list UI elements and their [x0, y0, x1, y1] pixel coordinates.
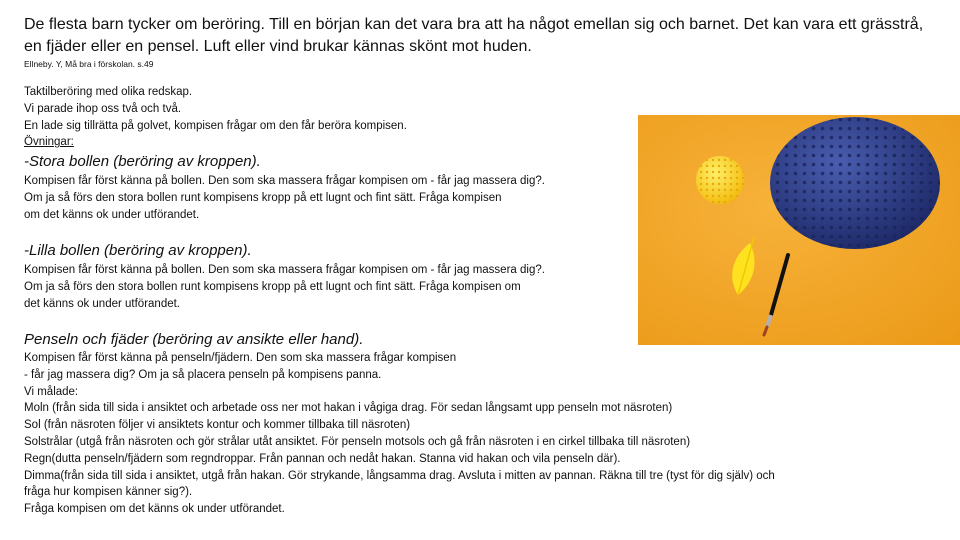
brush-line: Regn(dutta penseln/fjädern som regndroppar. Från pannan och nedåt hakan. Stanna vid hakan och vila penseln där). — [24, 452, 621, 465]
brush-line: fråga hur kompisen känner sig?). — [24, 486, 193, 499]
big-ball-line: Kompisen får först känna på bollen. Den som ska massera frågar kompisen om - får jag massera dig?. — [24, 175, 545, 187]
tactile-line: Vi parade ihop oss två och två. — [24, 102, 182, 115]
tactile-line: Taktilberöring med olika redskap. — [24, 86, 193, 98]
brush-line: Fråga kompisen om det känns ok under utförandet. — [24, 503, 285, 516]
brush-heading: Penseln och fjäder (beröring av ansikte eller hand). — [24, 331, 364, 348]
brush-line: Solstrålar (utgå från näsroten och gör strålar utåt ansiktet. För penseln motsols och gå från näsroten i en cirkel tillbaka till näsroten) — [24, 435, 691, 448]
small-ball-line: det känns ok under utförandet. — [24, 297, 180, 310]
brush-line: Kompisen får först känna på penseln/fjädern. Den som ska massera frågar kompisen — [24, 352, 457, 364]
big-ball-line: Om ja så förs den stora bollen runt kompisens kropp på ett lugnt och fint sätt. Fråga kompisen — [24, 191, 502, 204]
big-ball-text — [24, 173, 624, 223]
small-ball-heading: -Lilla bollen (beröring av kroppen). — [24, 242, 252, 259]
brush-line: Moln (från sida till sida i ansiktet och arbetade oss ner mot hakan i vågiga drag. För sedan långsamt upp penseln mot näsroten) — [24, 402, 673, 415]
intro-paragraph: De flesta barn tycker om beröring. Till en början kan det vara bra att ha något emellan sig och barnet. Det kan vara ett grässtrå, en fjäder eller en pensel. Luft eller vind brukar kännas skönt mot huden. — [24, 16, 924, 55]
big-ball-line: om det känns ok under utförandet. — [24, 208, 200, 221]
brush-text — [24, 350, 904, 518]
small-ball-text — [24, 262, 624, 312]
tactile-section — [24, 84, 624, 151]
massage-tools-photo — [638, 115, 960, 345]
citation: Ellneby. Y, Må bra i förskolan. s.49 — [24, 59, 154, 69]
brush-line: Vi målade: — [24, 385, 79, 398]
brush-line: Sol (från näsroten följer vi ansiktets kontur och kommer tillbaka till näsroten) — [24, 419, 411, 432]
small-ball-image — [696, 156, 744, 204]
brush-line: Dimma(från sida till sida i ansiktet, utgå från hakan. Gör strykande, långsamma drag. Avsluta i mitten av pannan. Räkna till tre (tyst för dig själv) och — [24, 469, 775, 482]
small-ball-line: Om ja så förs den stora bollen runt kompisens kropp på ett lugnt och fint sätt. Fråga kompisen om — [24, 280, 521, 293]
big-ball-image — [770, 117, 940, 249]
tactile-line: En lade sig tillrätta på golvet, kompisen frågar om den får beröra kompisen. — [24, 119, 407, 132]
small-ball-line: Kompisen får först känna på bollen. Den som ska massera frågar kompisen om - får jag massera dig?. — [24, 264, 545, 276]
big-ball-heading: -Stora bollen (beröring av kroppen). — [24, 153, 261, 170]
brush-line: - får jag massera dig? Om ja så placera penseln på kompisens panna. — [24, 368, 382, 381]
exercises-label: Övningar: — [24, 136, 74, 149]
